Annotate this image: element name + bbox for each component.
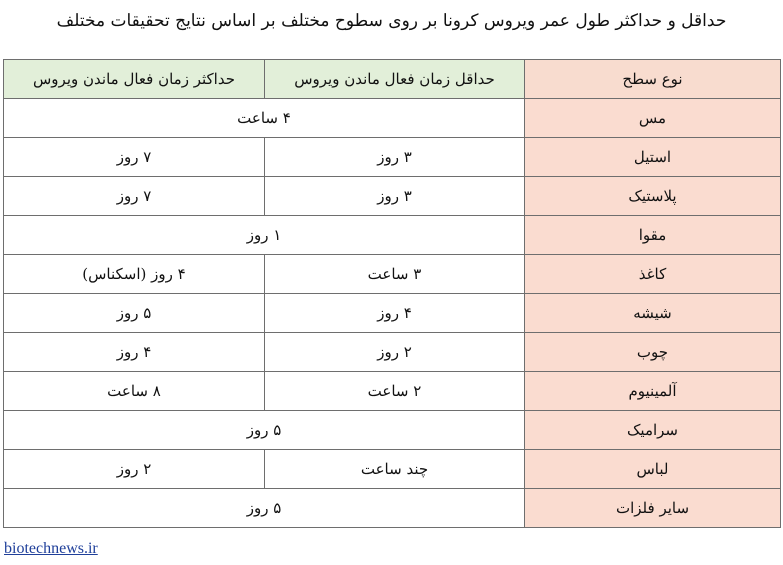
surface-cell: لباس (525, 450, 781, 489)
merged-time-cell: ۱ روز (4, 216, 525, 255)
header-min-time: حداقل زمان فعال ماندن ویروس (265, 60, 525, 99)
min-time-cell: ۳ روز (265, 177, 525, 216)
min-time-cell: چند ساعت (265, 450, 525, 489)
table-row (4, 177, 781, 216)
surface-cell: استیل (525, 138, 781, 177)
surface-cell: آلمینیوم (525, 372, 781, 411)
page-title: حداقل و حداکثر طول عمر ویروس کرونا بر روی سطوح مختلف بر اساس نتایج تحقیقات مختلف (56, 11, 727, 31)
table-row (4, 294, 781, 333)
table-row (4, 99, 781, 138)
table-row (4, 372, 781, 411)
min-time-cell: ۴ روز (265, 294, 525, 333)
min-time-cell: ۳ ساعت (265, 255, 525, 294)
table-row (4, 255, 781, 294)
max-time-cell: ۸ ساعت (4, 372, 265, 411)
table-row (4, 411, 781, 450)
header-max-time: حداکثر زمان فعال ماندن ویروس (4, 60, 265, 99)
surface-cell: سرامیک (525, 411, 781, 450)
surface-cell: کاغذ (525, 255, 781, 294)
table-row (4, 333, 781, 372)
max-time-cell: ۵ روز (4, 294, 265, 333)
surface-cell: چوب (525, 333, 781, 372)
source-link[interactable]: biotechnews.ir (4, 540, 98, 557)
max-time-cell: ۷ روز (4, 138, 265, 177)
surface-cell: مس (525, 99, 781, 138)
table-row (4, 216, 781, 255)
max-time-cell: ۲ روز (4, 450, 265, 489)
surface-cell: مقوا (525, 216, 781, 255)
surface-cell: شیشه (525, 294, 781, 333)
merged-time-cell: ۴ ساعت (4, 99, 525, 138)
table-row (4, 489, 781, 528)
merged-time-cell: ۵ روز (4, 411, 525, 450)
min-time-cell: ۲ روز (265, 333, 525, 372)
min-time-cell: ۲ ساعت (265, 372, 525, 411)
header-surface-type: نوع سطح (525, 60, 781, 99)
max-time-cell: ۴ روز (4, 333, 265, 372)
max-time-cell: ۴ روز (اسکناس) (4, 255, 265, 294)
surface-cell: پلاستیک (525, 177, 781, 216)
table-row (4, 450, 781, 489)
table-row (4, 138, 781, 177)
min-time-cell: ۳ روز (265, 138, 525, 177)
merged-time-cell: ۵ روز (4, 489, 525, 528)
virus-lifetime-table (3, 59, 781, 528)
surface-cell: سایر فلزات (525, 489, 781, 528)
max-time-cell: ۷ روز (4, 177, 265, 216)
table-header-row (4, 60, 781, 99)
